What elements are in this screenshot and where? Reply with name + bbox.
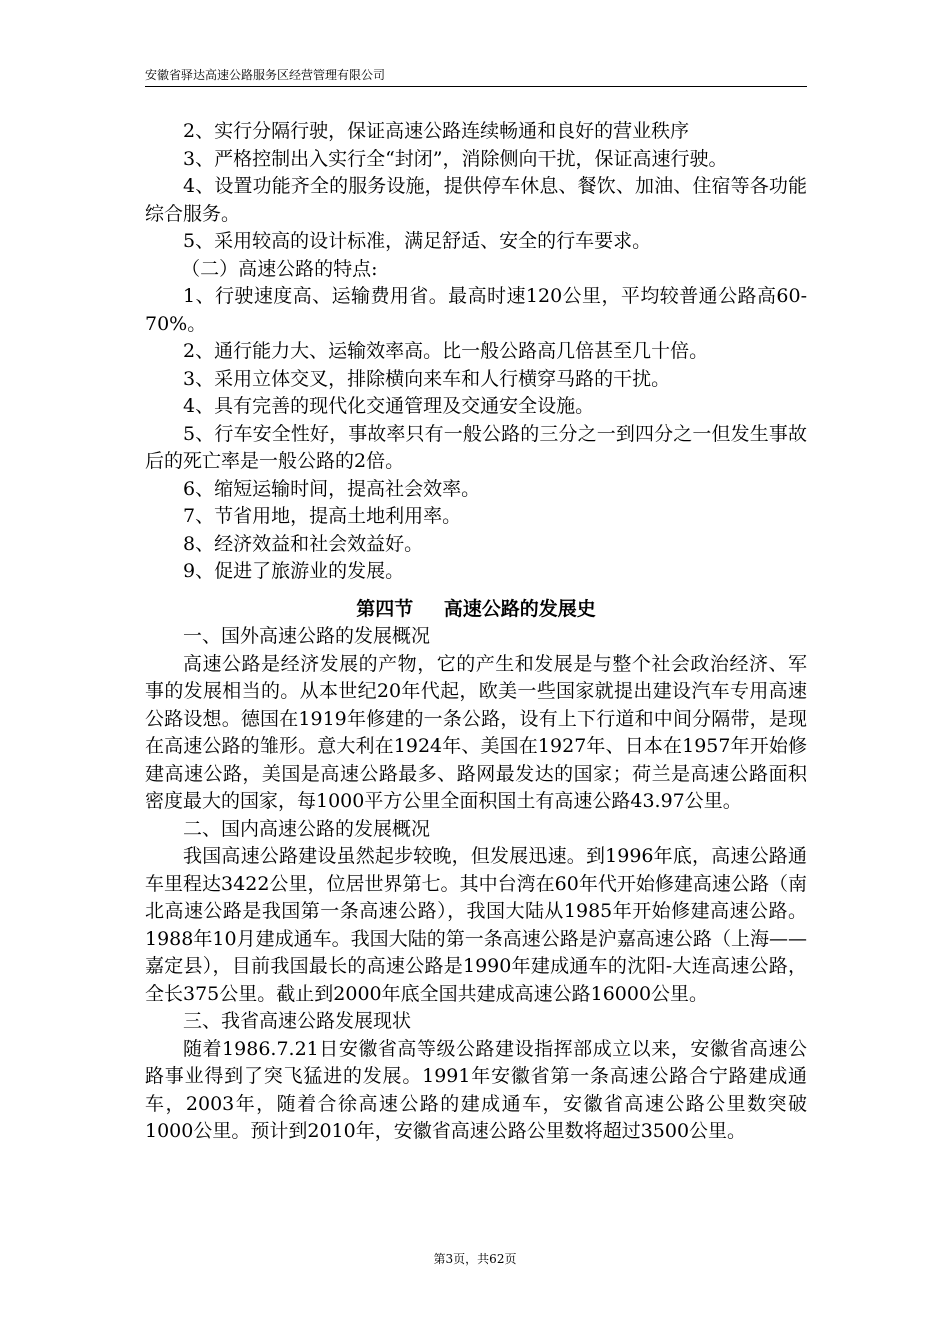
- feature-item-9: 9、促进了旅游业的发展。: [183, 560, 405, 582]
- feature-item-8: 8、经济效益和社会效益好。: [183, 532, 424, 555]
- section-number: 第四节: [356, 597, 414, 620]
- subsection-text-foreign: 高速公路是经济发展的产物，它的产生和发展是与整个社会政治经济、军事的发展相当的。从本世纪20年代起，欧美一些国家就提出建设汽车专用高速公路设想。德国在1919年修建的一条公路，设有上下行道和中间分隔带，是现在高速公路的雏形。意大利在1924年、美国在1927年、日本在1957年开始修建高速公路，美国是高速公路最多、路网最发达的国家；荷兰是高速公路面积密度最大的国家，每1000平方公里全面积国土有高速公路43.97公里。: [145, 652, 807, 812]
- page-footer: 第3页，共62页: [433, 1252, 517, 1266]
- paragraph-item-2: 2、实行分隔行驶，保证高速公路连续畅通和良好的营业秩序: [183, 120, 690, 142]
- subsection-heading-province: 三、我省高速公路发展现状: [183, 1010, 412, 1032]
- feature-item-5: 5、行车安全性好，事故率只有一般公路的三分之一到四分之一但发生事故后的死亡率是一般公路的2倍。: [145, 422, 807, 472]
- feature-item-1: 1、行驶速度高、运输费用省。最高时速120公里，平均较普通公路高60-70%。: [145, 285, 807, 335]
- paragraph-item-5: 5、采用较高的设计标准，满足舒适、安全的行车要求。: [183, 230, 652, 252]
- paragraph-item-3: 3、严格控制出入实行全“封闭”，消除侧向干扰，保证高速行驶。: [183, 147, 728, 170]
- subsection-text-province: 随着1986.7.21日安徽省高等级公路建设指挥部成立以来，安徽省高速公路事业得到了突飞猛进的发展。1991年安徽省第一条高速公路合宁路建成通车，2003年，随着合徐高速公路的建成通车，安徽省高速公路公里数突破1000公里。预计到2010年，安徽省高速公路公里数将超过3500公里。: [145, 1037, 807, 1142]
- document-body: [145, 118, 807, 1146]
- subsection-text-domestic: 我国高速公路建设虽然起步较晚，但发展迅速。到1996年底，高速公路通车里程达3422公里，位居世界第七。其中台湾在60年代开始修建高速公路（南北高速公路是我国第一条高速公路），我国大陆从1985年开始修建高速公路。1988年10月建成通车。我国大陆的第一条高速公路是沪嘉高速公路（上海——嘉定县），目前我国最长的高速公路是1990年建成通车的沈阳-大连高速公路，全长375公里。截止到2000年底全国共建成高速公路16000公里。: [145, 845, 807, 1005]
- paragraph-item-4: 4、设置功能齐全的服务设施，提供停车休息、餐饮、加油、住宿等各功能综合服务。: [145, 175, 807, 225]
- feature-item-4: 4、具有完善的现代化交通管理及交通安全设施。: [183, 395, 595, 417]
- section-title: 高速公路的发展史: [443, 597, 596, 620]
- section-heading: [145, 596, 807, 624]
- feature-item-6: 6、缩短运输时间，提高社会效率。: [183, 477, 481, 500]
- header-divider: [145, 86, 807, 87]
- subheading-features: （二）高速公路的特点:: [181, 257, 378, 280]
- feature-item-7: 7、节省用地，提高土地利用率。: [183, 505, 462, 527]
- feature-item-3: 3、采用立体交叉，排除横向来车和人行横穿马路的干扰。: [183, 367, 671, 390]
- page-header: 安徽省驿达高速公路服务区经营管理有限公司: [145, 68, 386, 82]
- subsection-heading-domestic: 二、国内高速公路的发展概况: [183, 817, 431, 840]
- feature-item-2: 2、通行能力大、运输效率高。比一般公路高几倍甚至几十倍。: [183, 340, 709, 362]
- subsection-heading-foreign: 一、国外高速公路的发展概况: [183, 625, 431, 647]
